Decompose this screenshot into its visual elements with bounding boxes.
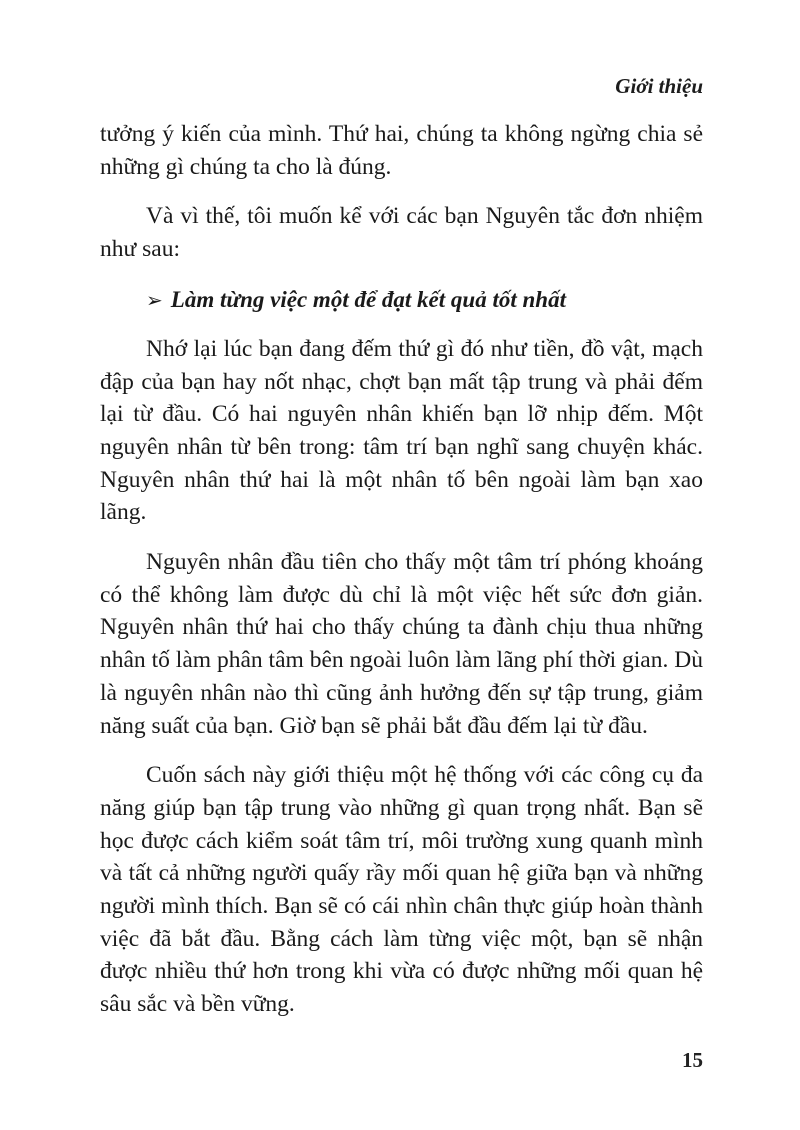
- paragraph-counting: Nhớ lại lúc bạn đang đếm thứ gì đó như tiền, đồ vật, mạch đập của bạn hay nốt nhạc, chợt bạn mất tập trung và phải đếm lại từ đầu. Có hai nguyên nhân khiến bạn lỡ nhịp đếm. Một nguyên nhân từ bên trong: tâm trí bạn nghĩ sang chuyện khác. Nguyên nhân thứ hai là một nhân tố bên ngoài làm bạn xao lãng.: [100, 335, 703, 526]
- section-heading: [100, 284, 703, 317]
- body-text: [100, 118, 703, 1038]
- running-header: Giới thiệu: [615, 74, 703, 98]
- paragraph-continuation: tưởng ý kiến của mình. Thứ hai, chúng ta không ngừng chia sẻ những gì chúng ta cho là đúng.: [100, 121, 703, 180]
- paragraph-intro: Và vì thế, tôi muốn kể với các bạn Nguyên tắc đơn nhiệm như sau:: [100, 203, 703, 263]
- page-number: 15: [682, 1048, 703, 1072]
- section-heading-text: Làm từng việc một để đạt kết quả tốt nhất: [170, 286, 566, 312]
- paragraph-causes: Nguyên nhân đầu tiên cho thấy một tâm trí phóng khoáng có thể không làm được dù chỉ là một việc hết sức đơn giản. Nguyên nhân thứ hai cho thấy chúng ta đành chịu thua những nhân tố làm phân tâm bên ngoài luôn làm lãng phí thời gian. Dù là nguyên nhân nào thì cũng ảnh hưởng đến sự tập trung, giảm năng suất của bạn. Giờ bạn sẽ phải bắt đầu đếm lại từ đầu.: [100, 549, 703, 739]
- arrow-bullet-icon: ➢: [146, 289, 163, 312]
- paragraph-book-intro: Cuốn sách này giới thiệu một hệ thống với các công cụ đa năng giúp bạn tập trung vào những gì quan trọng nhất. Bạn sẽ học được cách kiểm soát tâm trí, môi trường xung quanh mình và tất cả những người quấy rầy mối quan hệ giữa bạn và những người mình thích. Bạn sẽ có cái nhìn chân thực giúp hoàn thành việc đã bắt đầu. Bằng cách làm từng việc một, bạn sẽ nhận được nhiều thứ hơn trong khi vừa có được những mối quan hệ sâu sắc và bền vững.: [100, 762, 703, 1018]
